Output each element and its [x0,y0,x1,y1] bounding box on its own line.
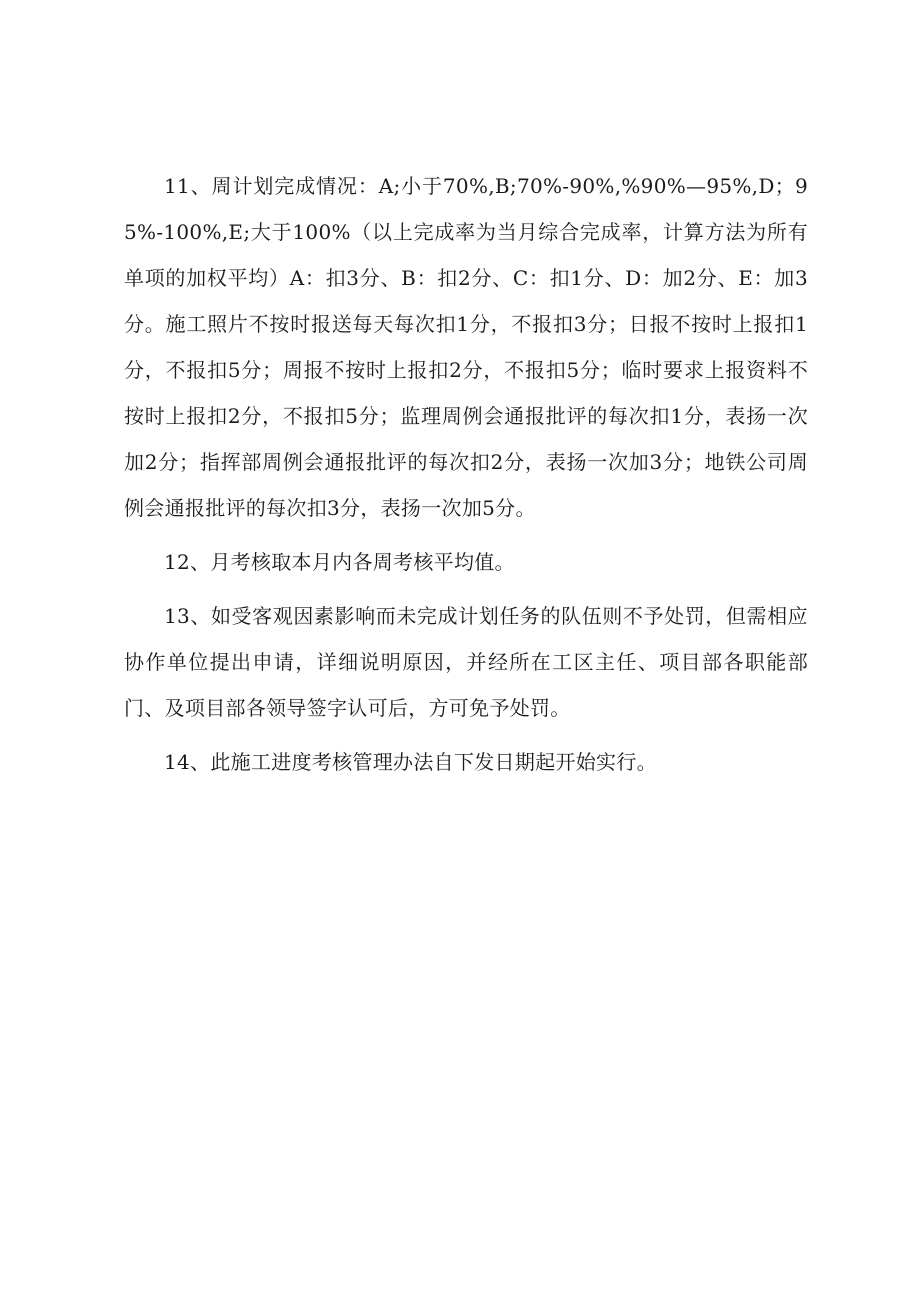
paragraph-item-12: 12、月考核取本月内各周考核平均值。 [164,550,515,574]
document-body [124,163,808,793]
paragraph-item-11: 11、周计划完成情况：A;小于70%,B;70%-90%,%90%—95%,D；95%-100%,E;大于100%（以上完成率为当月综合完成率，计算方法为所有单项的加权平均）A：扣3分、B：扣2分、C：扣1分、D：加2分、E：加3分。施工照片不按时报送每天每次扣1分，不报扣3分；日报不按时上报扣1分，不报扣5分；周报不按时上报扣2分，不报扣5分；临时要求上报资料不按时上报扣2分，不报扣5分；监理周例会通报批评的每次扣1分，表扬一次加2分；指挥部周例会通报批评的每次扣2分，表扬一次加3分；地铁公司周例会通报批评的每次扣3分，表扬一次加5分。 [124,174,808,520]
paragraph-item-13: 13、如受客观因素影响而未完成计划任务的队伍则不予处罚，但需相应协作单位提出申请，详细说明原因，并经所在工区主任、项目部各职能部门、及项目部各领导签字认可后，方可免予处罚。 [124,604,808,720]
paragraph-item-14: 14、此施工进度考核管理办法自下发日期起开始实行。 [164,750,657,774]
